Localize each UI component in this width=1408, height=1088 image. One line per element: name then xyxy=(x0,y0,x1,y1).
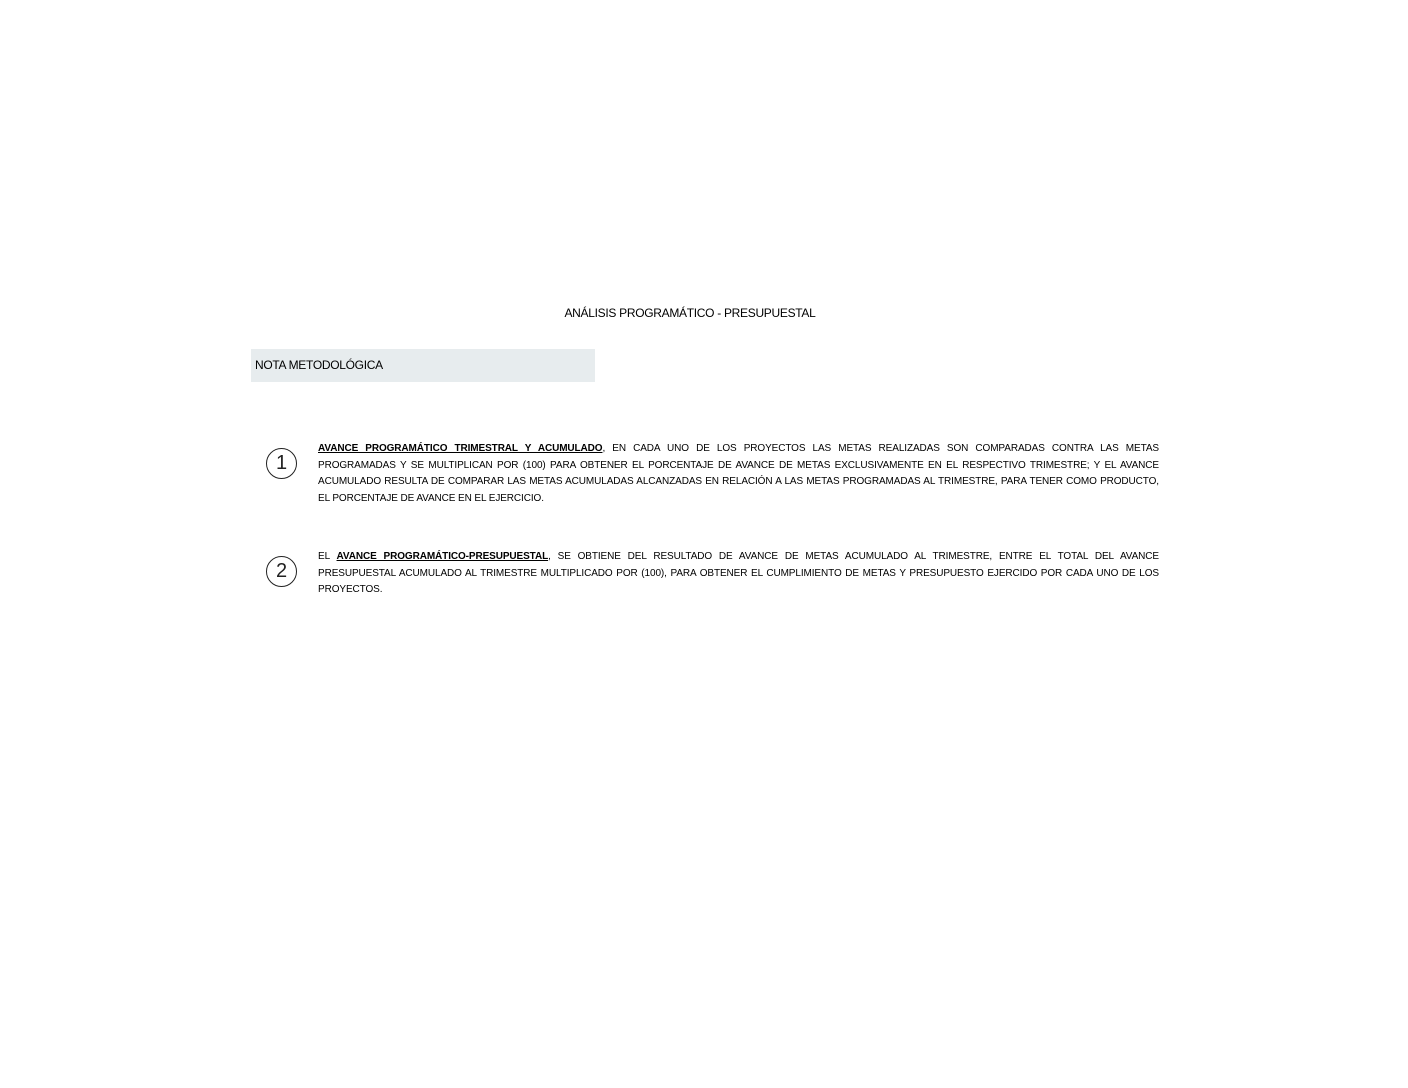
note-prefix: EL xyxy=(318,551,337,562)
note-term: AVANCE PROGRAMÁTICO TRIMESTRAL Y ACUMULADO xyxy=(318,443,603,454)
note-body: , SE OBTIENE DEL RESULTADO DE AVANCE DE METAS ACUMULADO AL TRIMESTRE, ENTRE EL TOTAL DEL AVANCE PRESUPUESTAL ACUMULADO AL TRIMESTRE MULTIPLICADO POR (100), PARA OBTENER EL CUMPLIMIENTO DE METAS Y PRESUPUESTO EJERCIDO POR CADA UNO DE LOS PROYECTOS. xyxy=(318,551,1159,595)
note-number-badge: 1 xyxy=(266,448,297,479)
note-number-badge: 2 xyxy=(266,556,297,587)
note-text xyxy=(318,549,1159,599)
note-body: , EN CADA UNO DE LOS PROYECTOS LAS METAS REALIZADAS SON COMPARADAS CONTRA LAS METAS PROGRAMADAS Y SE MULTIPLICAN POR (100) PARA OBTENER EL PORCENTAJE DE AVANCE DE METAS EXCLUSIVAMENTE EN EL RESPECTIVO TRIMESTRE; Y EL AVANCE ACUMULADO RESULTA DE COMPARAR LAS METAS ACUMULADAS ALCANZADAS EN RELACIÓN A LAS METAS PROGRAMADAS AL TRIMESTRE, PARA TENER COMO PRODUCTO, EL PORCENTAJE DE AVANCE EN EL EJERCICIO. xyxy=(318,443,1160,504)
page-title: ANÁLISIS PROGRAMÁTICO - PRESUPUESTAL xyxy=(564,306,816,320)
note-term: AVANCE PROGRAMÁTICO-PRESUPUESTAL xyxy=(336,551,549,562)
note-text xyxy=(318,441,1159,507)
section-heading: NOTA METODOLÓGICA xyxy=(251,349,595,382)
